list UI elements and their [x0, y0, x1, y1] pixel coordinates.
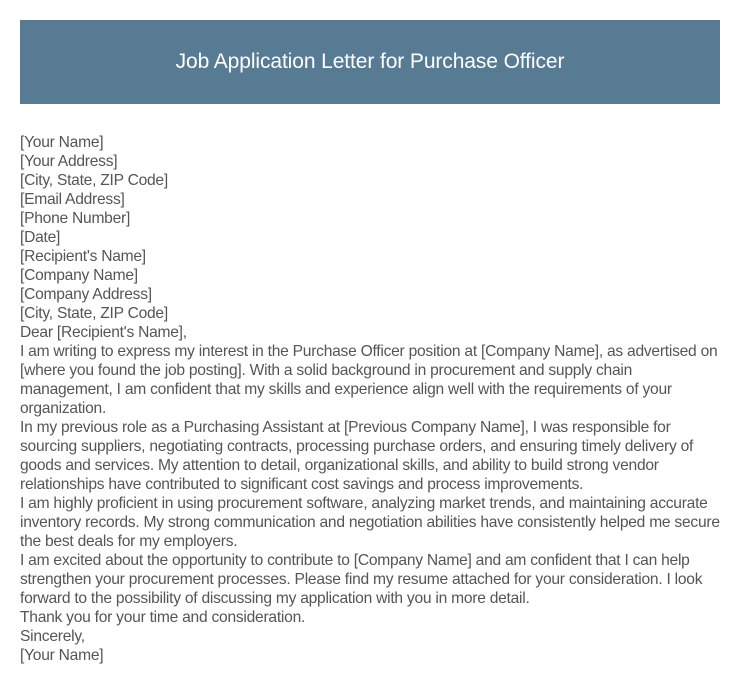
signature: [Your Name] — [20, 647, 104, 664]
letter-body — [20, 133, 725, 665]
letter-date: [Date] — [20, 229, 61, 246]
sender-name: [Your Name] — [20, 134, 104, 151]
closing: Sincerely, — [20, 628, 85, 645]
sender-phone: [Phone Number] — [20, 210, 131, 227]
paragraph-skills: I am highly proficient in using procurement software, analyzing market trends, and maintaining accurate inventory records. My strong communication and negotiation abilities have consistently helped me secure the best deals for my employers. — [20, 495, 720, 550]
paragraph-closing-pitch: I am excited about the opportunity to contribute to [Company Name] and am confident that I can help strengthen your procurement processes. Please find my resume attached for your consideration. I look forward to the possibility of discussing my application with you in more detail. — [20, 552, 703, 607]
paragraph-thanks: Thank you for your time and consideration. — [20, 609, 306, 626]
sender-city-state-zip: [City, State, ZIP Code] — [20, 172, 168, 189]
salutation: Dear [Recipient's Name], — [20, 324, 187, 341]
recipient-name: [Recipient's Name] — [20, 248, 146, 265]
paragraph-intro: I am writing to express my interest in the Purchase Officer position at [Company Name], as advertised on [where you found the job posting]. With a solid background in procurement and supply chain management, I am confident that my skills and experience align well with the requirements of your organization. — [20, 343, 718, 417]
paragraph-experience: In my previous role as a Purchasing Assistant at [Previous Company Name], I was responsible for sourcing suppliers, negotiating contracts, processing purchase orders, and ensuring timely delivery of goods and services. My attention to detail, organizational skills, and ability to build strong vendor relationships have contributed to significant cost savings and process improvements. — [20, 419, 694, 493]
sender-address: [Your Address] — [20, 153, 118, 170]
sender-email: [Email Address] — [20, 191, 125, 208]
recipient-company-address: [Company Address] — [20, 286, 152, 303]
page-title: Job Application Letter for Purchase Officer — [175, 50, 565, 73]
title-banner — [20, 20, 720, 104]
recipient-company: [Company Name] — [20, 267, 138, 284]
recipient-city-state-zip: [City, State, ZIP Code] — [20, 305, 168, 322]
